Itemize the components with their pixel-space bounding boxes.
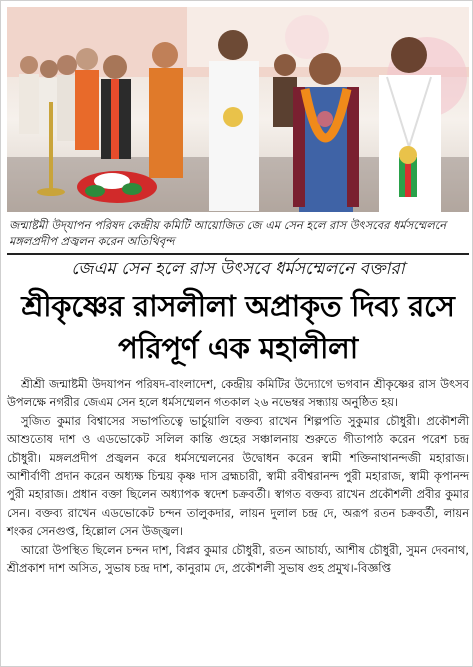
article-paragraph: শ্রীশ্রী জন্মাষ্টমী উদযাপন পরিষদ-বাংলাদেশ, কেন্দ্রীয় কমিটির উদ্যোগে ভগবান শ্রীকৃষ্ণের রাস উৎসব উপলক্ষে নগরীর জেএম সেন হলে ধর্মসম্মেলন গতকাল ২৬ নভেম্বর সন্ধ্যায় অনুষ্ঠিত হয়। [7, 377, 469, 410]
article-paragraph: সুজিত কুমার বিশ্বাসের সভাপতিত্বে ভার্চুয়ালি বক্তব্য রাখেন শিল্পপতি সুকুমার চৌধুরী। প্রকৌশলী আশুতোষ দাশ ও এডভোকেট সলিল কান্তি গুহের সঞ্চালনায় শুরুতে গীতাপাঠ করেন পরেশ চন্দ্র চৌধুরী। মঙ্গলপ্রদীপ প্রজ্বলন করে ধর্মসম্মেলনের উদ্বোধন করেন স্বামী শক্তিনাথানন্দজী মহারাজ। আশীর্বাণী প্রদান করেন অধ্যক্ষ চিন্ময় কৃষ্ণ দাস ব্রহ্মচারী, স্বামী রবীশ্বরানন্দ পুরী মহারাজ, স্বামী কৃপানন্দ পুরী মহারাজ। প্রধান বক্তা ছিলেন অধ্যাপক স্বদেশ চক্রবর্তী। স্বাগত বক্তব্য রাখেন প্রকৌশলী প্রবীর কুমার সেন। বক্তব্য রাখেন এডভোকেট চন্দন তালুকদার, লায়ন দুলাল চন্দ্র দে, অরূপ রতন চক্রবর্তী, লায়ন শংকর সেনগুপ্ত, হিল্লোল সেন উজ্জ্বল। [7, 413, 469, 539]
ceremony-photo-illustration [7, 7, 469, 212]
kicker-headline: জেএম সেন হলে রাস উৎসবে ধর্মসম্মেলনে বক্তারা [71, 259, 405, 279]
article-body [7, 375, 469, 577]
news-photo [7, 7, 469, 212]
divider-rule [7, 253, 469, 255]
photo-caption: জন্মাষ্টমী উদ্‌যাপন পরিষদ কেন্দ্রীয় কমিটি আয়োজিত জে এম সেন হলে রাস উৎসবের ধর্মসম্মেলনে মঙ্গলপ্রদীপ প্রজ্বলন করেন অতিথিবৃন্দ [9, 218, 447, 248]
article-paragraph: আরো উপস্থিত ছিলেন চন্দন দাশ, বিপ্লব কুমার চৌধুরী, রতন আচার্য্য, আশীষ চৌধুরী, সুমন দেবনাথ, শ্রীপ্রকাশ দাশ অসিত, সুভাষ চন্দ্র দাশ, কানুরাম দে, প্রকৌশলী সুভাষ গুহ প্রমুখ।-বিজ্ঞপ্তি [7, 542, 469, 576]
main-headline: শ্রীকৃষ্ণের রাসলীলা অপ্রাকৃত দিব্য রসে পরিপূর্ণ এক মহালীলা [21, 289, 455, 365]
